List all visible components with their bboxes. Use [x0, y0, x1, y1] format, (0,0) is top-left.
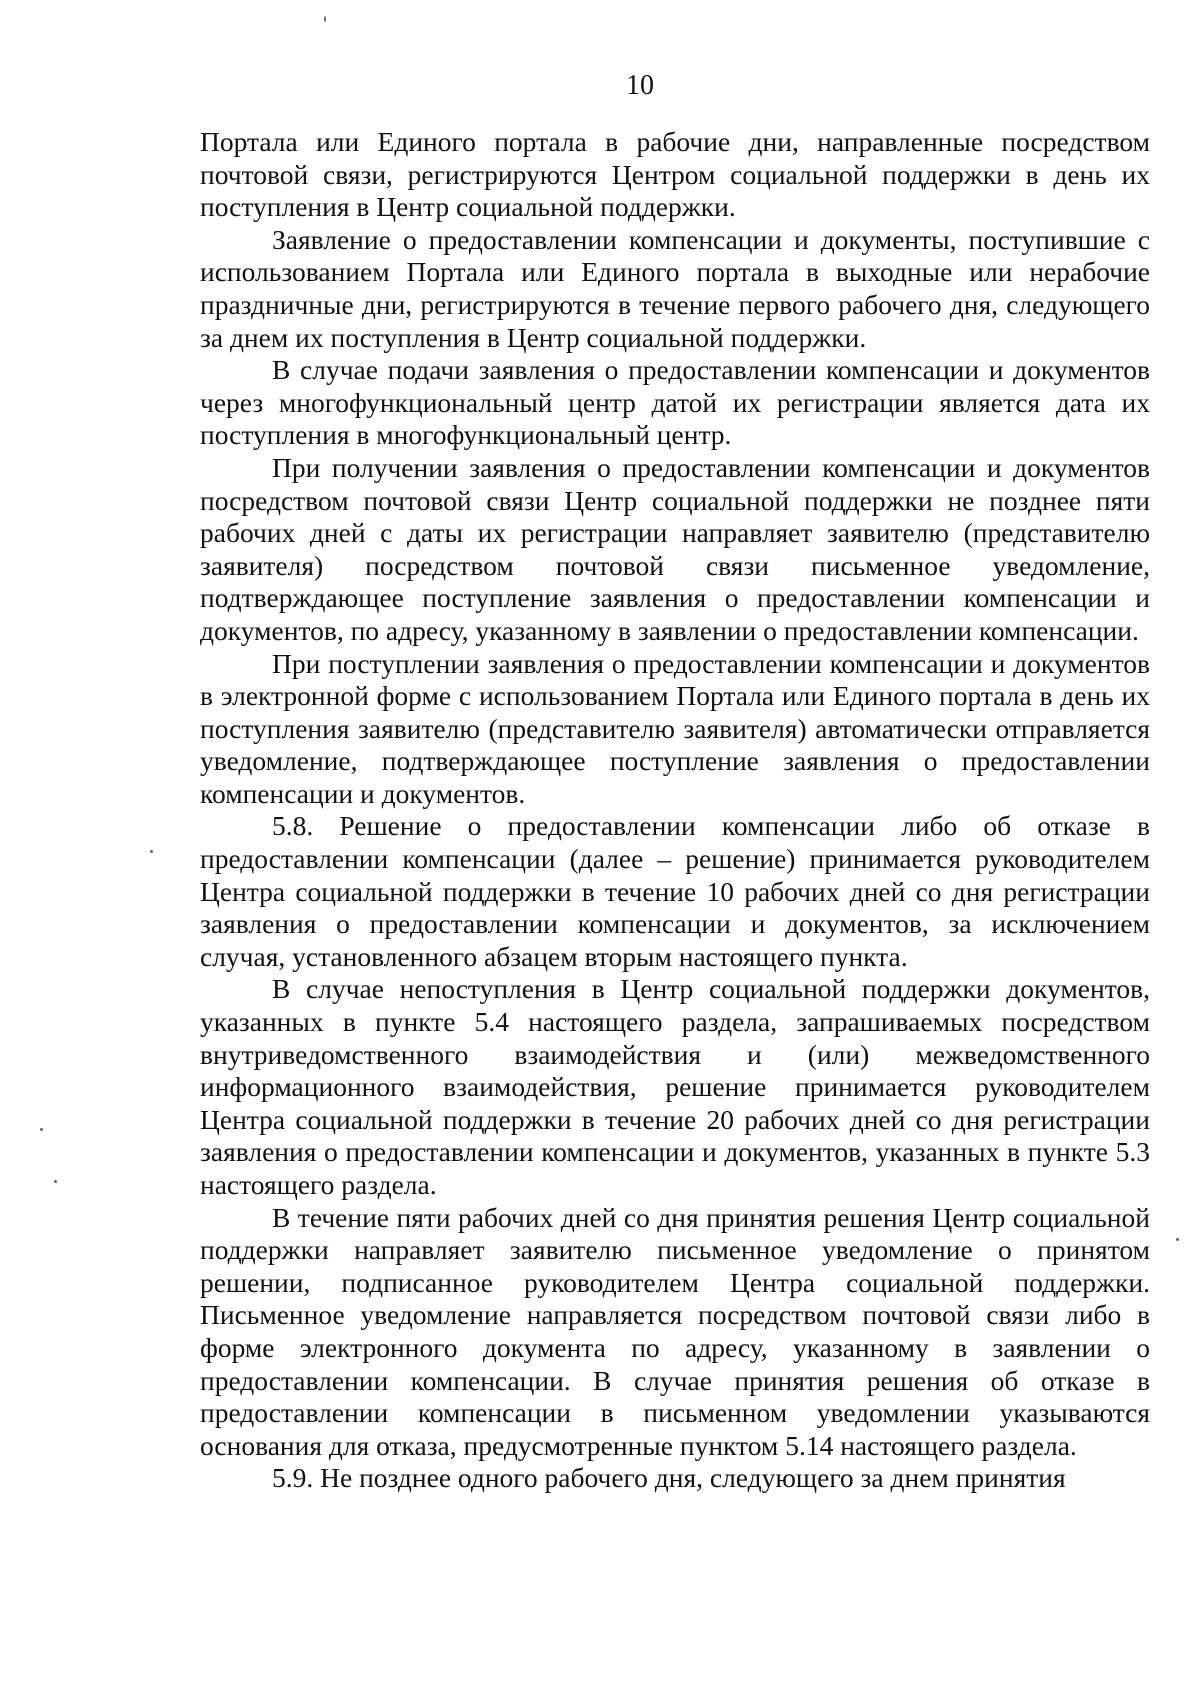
paragraph: При поступлении заявления о предоставлении компенсации и документов в электронной форме с использованием Портала или Единого портала в день их поступления заявителю (представителю заявителя) автоматически отправляется уведомление, подтверждающее поступление заявления о предоставлении компенсации и документов.	[200, 647, 1150, 809]
scan-speck	[150, 850, 153, 853]
paragraph: В течение пяти рабочих дней со дня принятия решения Центр социальной поддержки направляет заявителю письменное уведомление о принятом решении, подписанное руководителем Центра социальной поддержки. Письменное уведомление направляется посредством почтовой связи либо в форме электронного документа по адресу, указанному в заявлении о предоставлении компенсации. В случае принятия решения об отказе в предоставлении компенсации в письменном уведомлении указываются основания для отказа, предусмотренные пунктом 5.14 настоящего раздела.	[200, 1201, 1150, 1461]
paragraph: Портала или Единого портала в рабочие дни, направленные посредством почтовой связи, регистрируются Центром социальной поддержки в день их поступления в Центр социальной поддержки.	[200, 126, 1150, 223]
scan-speck	[324, 16, 326, 22]
scan-speck	[54, 1180, 57, 1183]
paragraph-section-5-9: 5.9. Не позднее одного рабочего дня, следующего за днем принятия	[272, 1462, 1066, 1494]
paragraph: В случае непоступления в Центр социальной поддержки документов, указанных в пункте 5.4 настоящего раздела, запрашиваемых посредством внутриведомственного взаимодействия и (или) межведомственного информационного взаимодействия, решение принимается руководителем Центра социальной поддержки в течение 20 рабочих дней со дня регистрации заявления о предоставлении компенсации и документов, указанных в пункте 5.3 настоящего раздела.	[200, 973, 1150, 1200]
scan-speck	[40, 1128, 43, 1131]
paragraph: При получении заявления о предоставлении компенсации и документов посредством почтовой связи Центр социальной поддержки не позднее пяти рабочих дней с даты их регистрации направляет заявителю (представителю заявителя) посредством почтовой связи письменное уведомление, подтверждающее поступление заявления о предоставлении компенсации и документов, по адресу, указанному в заявлении о предоставлении компенсации.	[200, 451, 1150, 646]
paragraph: В случае подачи заявления о предоставлении компенсации и документов через многофункциональный центр датой их регистрации является дата их поступления в многофункциональный центр.	[200, 354, 1150, 451]
page-number: 10	[626, 70, 654, 101]
document-body	[200, 126, 1150, 1495]
paragraph-section-5-8: 5.8. Решение о предоставлении компенсации либо об отказе в предоставлении компенсации (далее – решение) принимается руководителем Центра социальной поддержки в течение 10 рабочих дней со дня регистрации заявления о предоставлении компенсации и документов, за исключением случая, установленного абзацем вторым настоящего пункта.	[200, 810, 1150, 972]
paragraph: Заявление о предоставлении компенсации и документы, поступившие с использованием Портала или Единого портала в выходные или нерабочие праздничные дни, регистрируются в течение первого рабочего дня, следующего за днем их поступления в Центр социальной поддержки.	[200, 223, 1150, 353]
scan-speck	[1176, 1238, 1179, 1241]
